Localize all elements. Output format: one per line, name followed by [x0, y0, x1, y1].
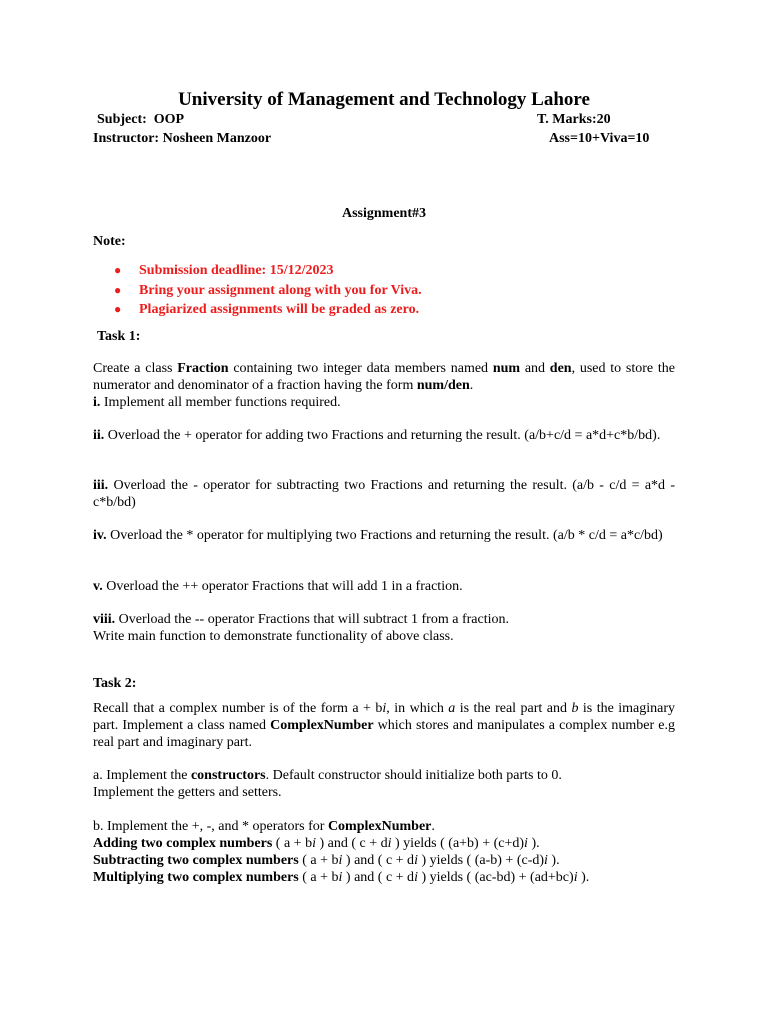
task2-part-b: b. Implement the +, -, and * operators for ComplexNumber.	[93, 819, 435, 834]
university-title: University of Management and Technology Lahore	[178, 89, 590, 110]
note-item: ● Bring your assignment along with you for Viva.	[114, 281, 422, 301]
assignment-title: Assignment#3	[341, 206, 426, 221]
bullet-icon: ●	[114, 282, 122, 297]
task1-item-v: v. Overload the ++ operator Fractions that will add 1 in a fraction.	[93, 579, 463, 594]
subject-line	[97, 111, 184, 128]
task2-part-a: a. Implement the constructors. Default constructor should initialize both parts to 0.	[93, 768, 562, 783]
task1-closing: Write main function to demonstrate functionality of above class.	[93, 629, 454, 644]
task2-op-subtract: Subtracting two complex numbers ( a + bi ) and ( c + di ) yields ( (a-b) + (c-d)i ).	[93, 853, 560, 868]
task1-item-iii: iii. Overload the - operator for subtracting two Fractions and returning the result. (a/b - c/d = a*d - c*b/bd)	[93, 478, 675, 510]
total-marks: T. Marks:20	[537, 112, 611, 127]
task2-op-multiply: Multiplying two complex numbers ( a + bi ) and ( c + di ) yields ( (ac-bd) + (ad+bc)i ).	[93, 870, 590, 885]
task2-intro: Recall that a complex number is of the form a + bi, in which a is the real part and b is the imaginary part. Implement a class named ComplexNumber which stores and manipulates a complex number e.g real part and imaginary part.	[93, 701, 676, 750]
task2-part-a-line2: Implement the getters and setters.	[93, 785, 282, 800]
task1-item-i: i. Implement all member functions required.	[93, 395, 341, 410]
task1-item-viii: viii. Overload the -- operator Fractions that will subtract 1 from a fraction.	[93, 612, 509, 627]
task1-item-iv: iv. Overload the * operator for multiplying two Fractions and returning the result. (a/b * c/d = a*c/bd)	[93, 528, 663, 543]
task2-op-add: Adding two complex numbers ( a + bi ) and ( c + di ) yields ( (a+b) + (c+d)i ).	[93, 836, 540, 851]
subject-value: OOP	[153, 112, 185, 127]
subject-label: Subject:	[97, 112, 147, 127]
note-label: Note:	[93, 234, 126, 249]
bullet-icon: ●	[114, 302, 122, 316]
instructor-line	[93, 130, 271, 147]
task1-intro: Create a class Fraction containing two integer data members named num and den, used to store the numerator and denominator of a fraction having the form num/den.	[93, 361, 676, 393]
note-list	[114, 261, 422, 320]
marks-breakdown: Ass=10+Viva=10	[549, 131, 650, 146]
instructor-label: Instructor:	[93, 131, 160, 146]
bullet-icon: ●	[114, 263, 122, 277]
note-item: ● Submission deadline: 15/12/2023	[114, 261, 422, 281]
task1-item-ii: ii. Overload the + operator for adding two Fractions and returning the result. (a/b+c/d = a*d+c*b/bd).	[93, 428, 661, 443]
instructor-value: Nosheen Manzoor	[162, 131, 272, 146]
note-item: ● Plagiarized assignments will be graded as zero.	[114, 300, 422, 320]
task1-heading: Task 1:	[97, 329, 141, 344]
task2-heading: Task 2:	[93, 676, 137, 691]
